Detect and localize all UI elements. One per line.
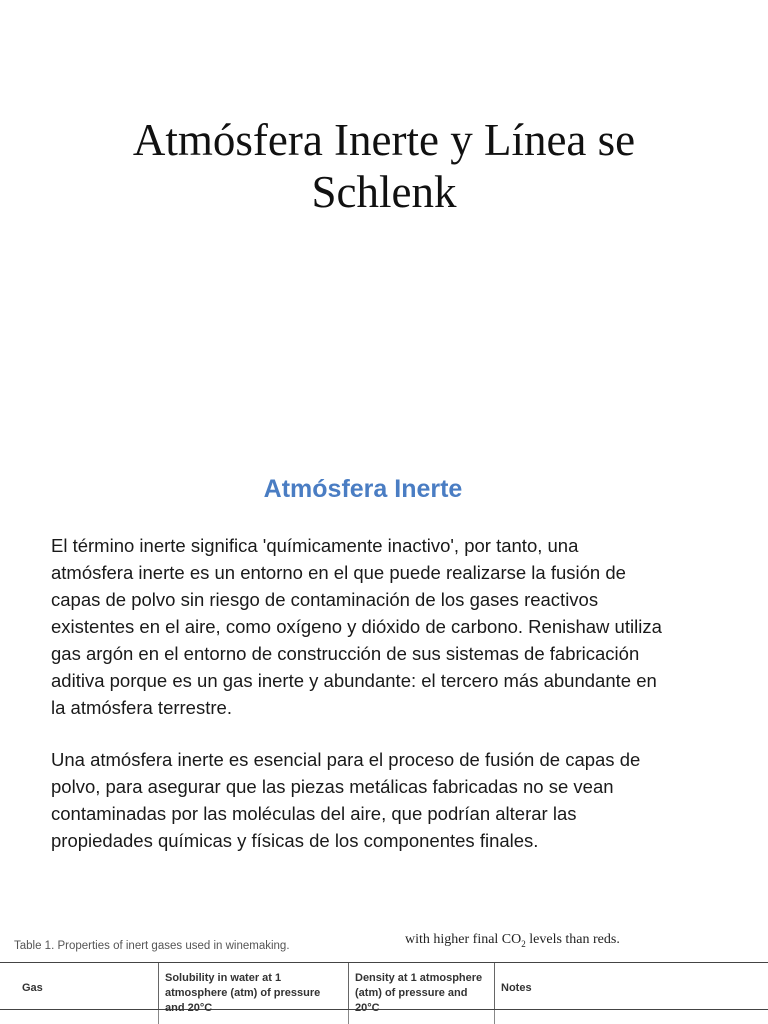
slide-title-line-2: Schlenk: [311, 167, 457, 217]
paragraph-1-line: capas de polvo sin riesgo de contaminación de los gases reactivos: [51, 589, 599, 610]
section-heading: Atmósfera Inerte: [263, 475, 463, 503]
table-header-density: Density at 1 atmosphere (atm) of pressure and 20°C: [348, 963, 494, 1009]
side-note: [405, 932, 620, 949]
paragraph-2-line: Una atmósfera inerte es esencial para el proceso de fusión de capas de: [51, 749, 641, 770]
paragraph-2-line: contaminadas por las moléculas del aire, que podrían alterar las: [51, 803, 577, 824]
table-caption: Table 1. Properties of inert gases used in winemaking.: [14, 940, 290, 952]
paragraph-2-line: propiedades químicas y físicas de los componentes finales.: [51, 830, 539, 851]
paragraph-2: [51, 746, 741, 854]
paragraph-1-line: El término inerte significa 'químicamente inactivo', por tanto, una: [51, 535, 579, 556]
table-cell-divider: [494, 1010, 495, 1024]
slide-title: [0, 114, 768, 218]
side-note-subscript: 2: [521, 938, 526, 949]
paragraph-1-line: existentes en el aire, como oxígeno y dióxido de carbono. Renishaw utiliza: [51, 616, 662, 637]
table-row: [0, 1010, 768, 1024]
paragraph-1: [51, 532, 741, 721]
side-note-text-end: levels than reds.: [525, 932, 620, 947]
table-header-notes: Notes: [494, 963, 768, 1009]
table-header-solubility: Solubility in water at 1 atmosphere (atm) of pressure and 20°C: [158, 963, 348, 1009]
side-note-text: with higher final CO: [405, 932, 522, 947]
table-cell-divider: [348, 1010, 349, 1024]
table-header-gas: Gas: [22, 982, 43, 994]
paragraph-2-line: polvo, para asegurar que las piezas metálicas fabricadas no se vean: [51, 776, 614, 797]
table-header-row: [0, 963, 768, 1014]
slide-title-line-1: Atmósfera Inerte y Línea se: [132, 115, 636, 165]
paragraph-1-line: gas argón en el entorno de construcción de sus sistemas de fabricación: [51, 643, 640, 664]
table-cell-divider: [158, 1010, 159, 1024]
paragraph-1-line: la atmósfera terrestre.: [51, 697, 232, 718]
gas-properties-table: [0, 962, 768, 1024]
paragraph-1-line: aditiva porque es un gas inerte y abundante: el tercero más abundante en: [51, 670, 657, 691]
paragraph-1-line: atmósfera inerte es un entorno en el que puede realizarse la fusión de: [51, 562, 626, 583]
